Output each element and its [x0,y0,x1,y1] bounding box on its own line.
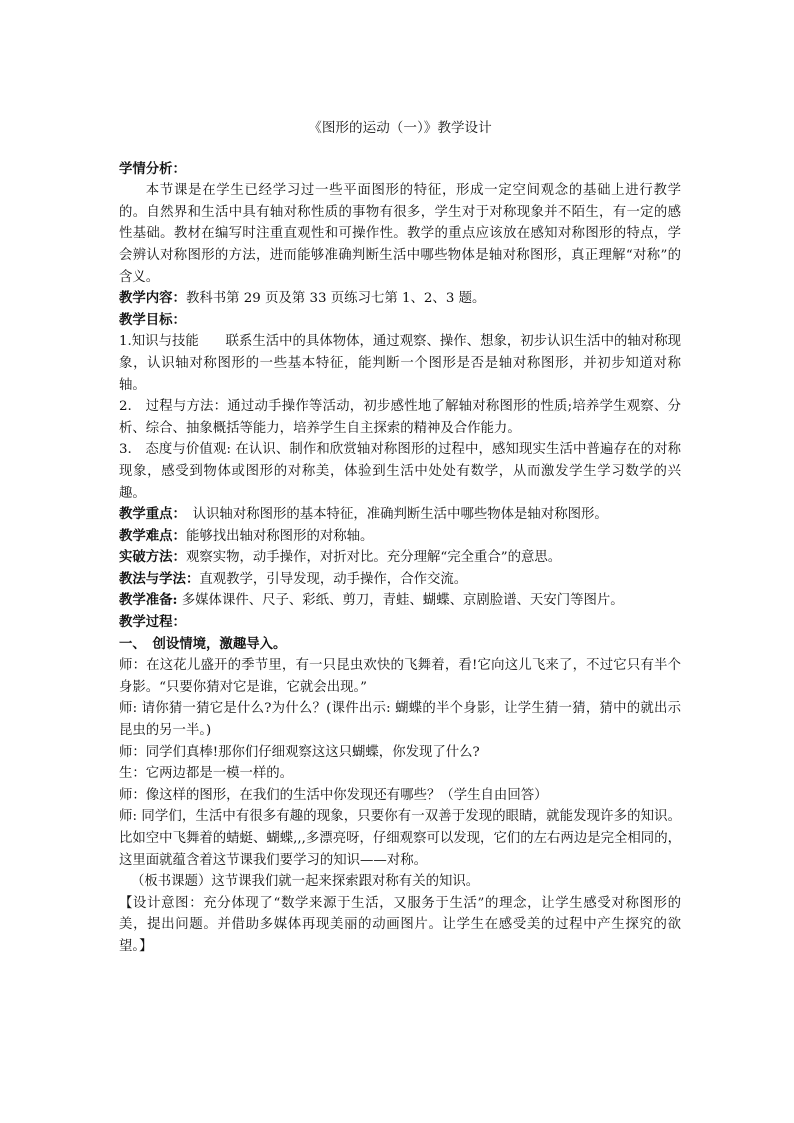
difficulty-line [119,526,681,548]
goal-item-3: 3. 态度与价值观: 在认识、制作和欣赏轴对称图形的过程中，感知现实生活中普遍存在的对称现象，感受到物体或图形的对称美，体验到生活中处处有数学，从而激发学生学习数学的兴趣。 [119,442,681,501]
process-line-6: 师: 同学们，生活中有很多有趣的现象，只要你有一双善于发现的眼睛，就能发现许多的知识。比如空中飞舞着的蜻蜓、蝴蝶,,,多漂亮呀，仔细观察可以发现，它们的左右两边是完全相同的，这里面就蕴含着这节课我们要学习的知识——对称。 [119,809,681,868]
goal-item-2: 2. 过程与方法：通过动手操作等活动，初步感性地了解轴对称图形的性质;培养学生观察、分析、综合、抽象概括等能力，培养学生自主探索的精神及合作能力。 [119,399,681,436]
prep-line [119,590,681,612]
methods-body: 直观教学，引导发现，动手操作，合作交流。 [199,571,468,587]
goals-heading: 教学目标： [119,311,186,328]
keypoint-heading: 教学重点： [119,506,180,523]
goal-item-1: 1.知识与技能 联系生活中的具体物体，通过观察、操作、想象，初步认识生活中的轴对称现象，认识轴对称图形的一些基本特征，能判断一个图形是否是轴对称图形，并初步知道对称轴。 [119,334,681,393]
keypoint-body: 认识轴对称图形的基本特征，准确判断生活中哪些物体是轴对称图形。 [179,507,608,523]
difficulty-body: 能够找出轴对称图形的对称轴。 [185,528,374,544]
methods-line [119,569,681,591]
analysis-heading: 学情分析： [119,160,186,177]
keypoint-line [119,504,681,526]
process-line-3: 师：同学们真棒!那你们仔细观察这这只蝴蝶，你发现了什么? [119,744,480,760]
analysis-body: 本节课是在学生已经学习过一些平面图形的特征，形成一定空间观念的基础上进行教学的。自然界和生活中具有轴对称性质的事物有很多，学生对于对称现象并不陌生，有一定的感性基础。教材在编写时注重直观性和可操作性。教学的重点应该放在感知对称图形的特点，学会辨认对称图形的方法，进而能够准确判断生活中哪些物体是轴对称图形，真正理解“对称”的含义。 [119,183,681,285]
content-heading: 教学内容： [119,290,186,307]
prep-body: 多媒体课件、尺子、彩纸、剪刀，青蛙、蝴蝶、京剧脸谱、天安门等图片。 [177,593,624,609]
breakthrough-heading: 实破方法： [119,549,186,566]
breakthrough-line [119,547,681,569]
process-line-1: 师：在这花儿盛开的季节里，有一只昆虫欢快的飞舞着，看!它向这儿飞来了，不过它只有半个身影。“只要你猜对它是谁，它就会出现。” [119,658,681,695]
prep-heading: 教学准备: [119,592,178,609]
design-intent: 【设计意图：充分体现了“数学来源于生活，又服务于生活”的理念，让学生感受对称图形的美，提出问题。并借助多媒体再现美丽的动画图片。让学生在感受美的过程中产生探究的欲望。】 [119,895,681,954]
document-page [119,118,681,958]
board-note: （板书课题）这节课我们就一起来探索跟对称有关的知识。 [131,874,480,890]
process-line-2: 师: 请你猜一猜它是什么?为什么？(课件出示: 蝴蝶的半个身影，让学生猜一猜，猜中的就出示昆虫的另一半。) [119,701,681,739]
process-step-1: 一、 创设情境，激趣导入。 [119,635,287,652]
breakthrough-body: 观察实物，动手操作，对折对比。充分理解“完全重合”的意思。 [185,550,562,566]
content-line [119,288,681,310]
process-heading: 教学过程： [119,614,186,631]
content-body: 教科书第 29 页及第 33 页练习七第 1、2、3 题。 [185,291,486,307]
process-line-4: 生：它两边都是一模一样的。 [119,766,294,782]
process-line-5: 师：像这样的图形，在我们的生活中你发现还有哪些？（学生自由回答） [119,787,548,803]
difficulty-heading: 教学难点： [119,527,186,544]
methods-heading: 教法与学法： [119,570,200,587]
document-title: 《图形的运动（一）》教学设计 [308,120,492,136]
